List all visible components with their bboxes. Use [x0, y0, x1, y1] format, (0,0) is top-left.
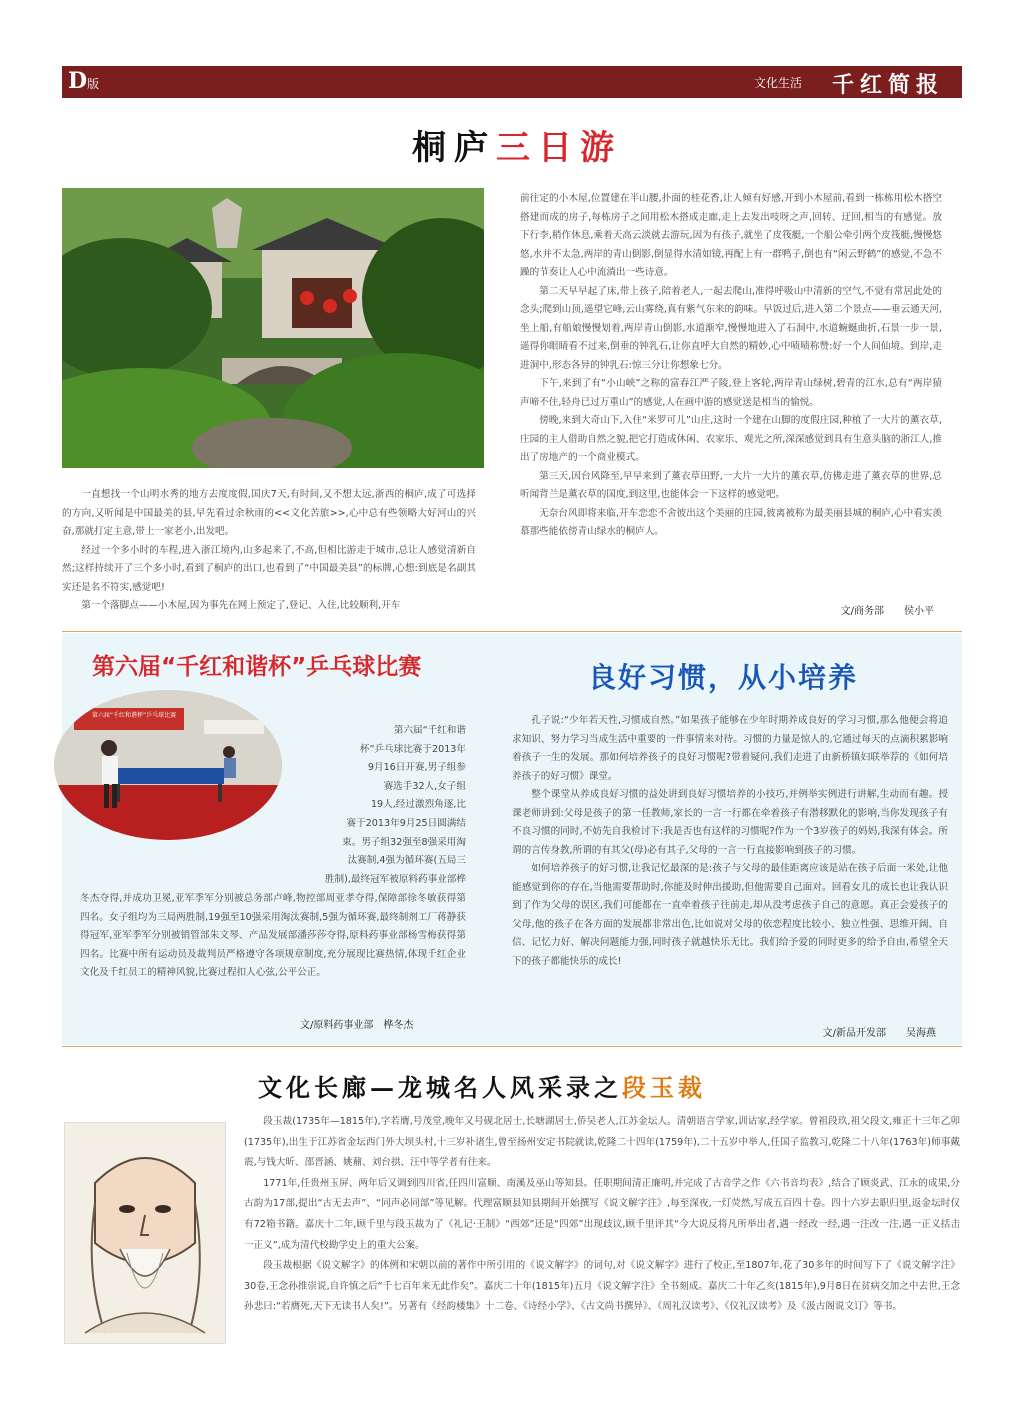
paragraph: 前往定的小木屋,位置建在半山腰,扑面的桂花香,让人倾有好感,开到小木屋前,看到一栋栋用松木搭空搭建而成的房子,每栋房子之间用松木搭成走廊,走上去发出吱呀之声,回转、迂回,相当的有感觉。放下行李,稍作休息,乘着天高云淡就去游玩,因为有孩子,就坐了皮筏艇,一个船公牵引两个皮筏艇,慢慢悠悠,水并不太急,两岸的青山倒影,倒显得水清如镜,再配上有一群鸭子,倒也有“闲云野鹤”的感觉,不急不躁的节奏让人心中流淌出一些诗意。 — [520, 193, 942, 278]
ping-pong-photo — [54, 690, 282, 840]
photo-banner-text: 第六届“千红和谐杯”乒乓球比赛 — [91, 712, 177, 719]
paragraph: 如何培养孩子的好习惯,让我记忆最深的是:孩子与父母的最佳距离应该是站在孩子后面一米处,让他能感觉到你的存在,当他需要帮助时,你能及时伸出援助,但他需要自己面对。回看女儿的成长也让我认识到了作为父母的误区,我们可能都在一直牵着孩子往前走,却从没考虑孩子自己的意愿。真正会爱孩子的父母,他的孩子在各方面的发展都非常出色,比如说对父母的依恋程度比较小、独立性强、思维开阔、自信、记忆力好、解决问题能力强,同时孩子就越快乐无比。我们给予爱的同时更多的给予自由,希望全天下的孩子都能快乐的成长! — [512, 863, 948, 967]
paragraph: 整个课堂从养成良好习惯的益处讲到良好习惯培养的小技巧,并例举实例进行讲解,生动而有趣。授课老师讲到:父母是孩子的第一任教师,家长的一言一行都在牵着孩子有潜移默化的影响,当你发现孩子有不良习惯的同时,不妨先自我检讨下:我是否也有这样的习惯呢?作为一个3岁孩子的妈妈,我深有体会。所谓的言传身教,所谓的有其父(母)必有其子,父母的一言一行直接影响到孩子的习惯。 — [512, 789, 948, 856]
paragraph: 一直想找一个山明水秀的地方去度度假,国庆7天,有时间,又不想太远,浙西的桐庐,成了可选择的方向,又听闻是中国最美的县,早先看过余秋雨的<<文化苦旅>>,心中总有些领略大好河山的兴奋,那就打定主意,带上一家老小,出发吧。 — [62, 489, 476, 537]
text-line: 汰赛制,4强为循环赛(五局三 — [347, 855, 466, 867]
paragraph: 下午,来到了有“小山峡”之称的富春江严子陵,登上客轮,两岸青山绿树,碧青的江水,总有“两岸猿声啼不住,轻舟已过万重山”的感觉,人在画中游的感觉送是相当的愉悦。 — [520, 378, 942, 408]
header-bar — [62, 66, 962, 98]
duan-yucai-portrait — [64, 1122, 226, 1344]
paragraph: 第三天,因台风降至,早早来到了薰衣草田野,一大片一大片的薰衣草,仿佛走进了薰衣草的世界,总听闻背兰是薰衣草的国度,到这里,也能体会一下这样的感觉吧。 — [520, 470, 942, 500]
article2-byline: 文/原料药事业部 桦冬杰 — [300, 1020, 414, 1031]
article1-left-column — [62, 486, 476, 616]
article3-byline: 文/新品开发部 吴海燕 — [822, 1028, 936, 1039]
text-line: 第六届“千红和谐 — [393, 725, 466, 736]
article2-body — [80, 890, 466, 983]
paragraph: 孔子说:“少年若天性,习惯成自然。”如果孩子能够在少年时期养成良好的学习习惯,那么他便会将追求知识、努力学习当成生活中重要的一件事情来对待。习惯的力量是惊人的,它通过每天的点滴积累影响着孩子一生的发展。那如何培养孩子的良好习惯呢?带着疑问,我们走进了由新桥镇妇联举荐的《如何培养孩子的好习惯》课堂。 — [512, 715, 948, 782]
article2-title: 第六届“千红和谐杯”乒乓球比赛 — [92, 654, 422, 680]
article3-body — [512, 712, 948, 971]
text-line: 19人,经过激烈角逐,比 — [370, 799, 466, 811]
text-line: 束。男子组32强至8强采用淘 — [342, 836, 466, 848]
text-line: 9月16日开赛,男子组参 — [367, 762, 466, 774]
section-divider — [62, 631, 962, 632]
paragraph: 第二天早早起了床,带上孩子,陪着老人,一起去爬山,准得呼吸山中清新的空气,不觉有常居此处的念头;爬到山顶,遥望它峰,云山雾绕,真有紫气东来的韵味。早饭过后,进入第二个景点——垂云通天河,坐上船,有船娘慢慢划着,两岸青山倒影,水道渐窄,慢慢地进入了石洞中,水道蜿蜒曲折,石景一步一景,遥得你眼睛看不过来,倒垂的钟乳石,让你直呼大自然的精妙,心中啧啧称赞:好一个人间仙境。到岸,走进洞中,形态各异的钟乳石:惊三分让你想象七分。 — [520, 285, 942, 371]
paragraph: 傍晚,来到大奇山下,入住“米罗可儿”山庄,这时一个建在山脚的度假庄园,种植了一大片的薰衣草,庄园的主人借助自然之貌,把它打造成休闲、农家乐、观光之所,深深感觉到具有生意头脑的浙江人,推出了房地产的一个商业模式。 — [520, 415, 942, 463]
text-line: 赛于2013年9月25日圆满结 — [346, 817, 466, 829]
paragraph: 无奈台风即将来临,开车恋恋不舍彼出这个美丽的庄园,彼离被称为最美丽县城的桐庐,心中看实羡慕那些能依傍青山绿水的桐庐人。 — [520, 507, 942, 537]
paper-name: 千红简报 — [831, 72, 944, 98]
village-garden-photo — [62, 188, 484, 468]
edition-label: D版 — [68, 68, 100, 94]
text-line: 赛选手32人,女子组 — [383, 780, 466, 792]
article4-body — [244, 1112, 960, 1318]
text-line: 杯”乒乓球比赛于2013年 — [359, 743, 466, 755]
article3-title: 良好习惯，从小培养 — [588, 661, 859, 694]
paragraph: 第一个落脚点——小木屋,因为事先在网上预定了,登记、入住,比较顺利,开车 — [81, 600, 401, 611]
article2-intro — [296, 722, 466, 889]
paragraph: 1771年,任贵州玉屏、两年后又调到四川省,任四川富顺、南溪及巫山等知县。任职期间清正廉明,并完成了古音学之作《六书音均表》,结合了顾炎武、江永的成果,分古韵为17部,提出“古无去声”、“同声必同部”等见解。代理富顺县知县期间开始撰写《说文解字注》,每至深夜,一灯荧然,写成五百四十卷。四十六岁去职归里,返金坛时仅有72箱书籍。嘉庆十二年,顾千里与段玉裁为了《礼记·王制》“西郊”还是“四郊”出现歧议,顾千里评其“今大说反将凡所举出者,遇一经改一经,遇一注改一注,遇一正义括击一正义”,成为清代校勘学史上的重大公案。 — [244, 1177, 960, 1251]
section-divider — [62, 1046, 962, 1047]
article1-right-column — [520, 190, 942, 542]
paragraph: 冬杰夺得,并成功卫冕,亚军季军分别被总务部卢峰,物控部周亚孝夺得,保障部徐冬敏获得第四名。女子组均为三局两胜制,19强至10强采用淘汰赛制,5强为循环赛,最终制剂工厂蒋静获得冠军,亚军季军分别被销管部朱文琴、产品发展部潘莎莎夺得,原料药事业部杨雪梅获得第四名。比赛中所有运动员及裁判员严格遵守各项规章制度,充分展现比赛热情,体现千红企业文化及千红员工的精神风貌,比赛过程扣人心弦,公平公正。 — [80, 893, 466, 978]
paragraph: 段玉裁根据《说文解字》的体例和宋朝以前的著作中所引用的《说文解字》的词句,对《说文解字》进行了校正,至1807年,花了30多年的时间写下了《说文解字注》30卷,王念孙推崇说,自许慎之后“千七百年来无此作矣”。嘉庆二十年(1815年)五月《说文解字注》全书刻成。嘉庆二十年乙亥(1815年),9月8日在贫病交加之中去世,王念孙悲曰:“若膺死,天下无读书人矣!”。另著有《经韵楼集》十二卷、《诗经小学》、《古文尚书撰异》、《周礼汉读考》、《仪礼汉读考》及《汲古阁说文订》等书。 — [244, 1260, 960, 1313]
article4-title: 文化长廊—龙城名人风采录之段玉裁 — [258, 1073, 706, 1102]
section-name: 文化生活 — [753, 76, 802, 90]
text-line: 胜制),最终冠军被原料药事业部桦 — [324, 873, 466, 885]
paragraph: 段玉裁(1735年—1815年),字若膺,号茂堂,晚年又号砚北居士,长塘湖居士,侨吴老人,江苏金坛人。清朝语言学家,训诂家,经学家。曾祖段玖,祖父段文,雍正十三年乙卯(1735年),出生于江苏省金坛西门外大坝头村,十三岁补诸生,曾至扬州安定书院就读,乾隆二十四年(1759年),二十五岁中举人,任国子监教习,乾隆二十八年(1763年)师事戴震,与钱大昕、邵晋涵、姚鼐、刘台拱、汪中等学者有往来。 — [244, 1116, 960, 1169]
article1-title: 桐庐三日游 — [412, 128, 622, 168]
article1-byline: 文/商务部 侯小平 — [840, 606, 934, 617]
paragraph: 经过一个多小时的车程,进入浙江境内,山多起来了,不高,但相比游走于城市,总让人感觉清新自然;这样持续开了三个多小时,看到了桐庐的出口,也看到了“中国最美县”的标牌,心想:到底是名副其实还是名不符实,感觉吧! — [62, 544, 476, 593]
